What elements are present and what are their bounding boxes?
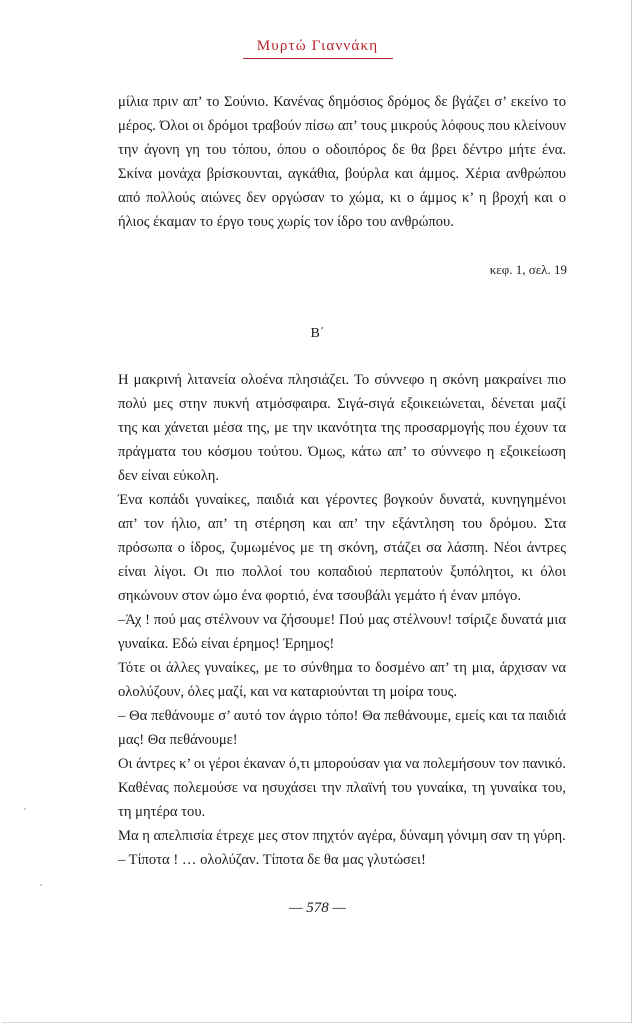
body-paragraph: Ένα κοπάδι γυναίκες, παιδιά και γέροντες βογκούν δυνατά, κυνηγημένοι απ’ τον ήλιο, απ’ τη στέρηση και απ’ την εξάντληση του δρόμου. Στα πρόσωπα ο ίδρος, ζυμωμένος με τη σκόνη, στάζει σα λάσπη. Νέοι άντρες είναι λίγοι. Οι πιο πολλοί του κοπαδιού περπατούν ξυπόλητοι, κι όλοι σηκώνουν στον ώμο ένα φορτιό, ένα τσουβάλι γεμάτο ή έναν μπόγο. bbox=[118, 492, 566, 604]
header-underline bbox=[243, 58, 393, 59]
section-marker: Β΄ bbox=[310, 326, 325, 341]
dialogue-line: –Άχ ! πού μας στέλνουν να ζήσουμε! Πού μας στέλνουν! τσίριζε δυνατά μια γυναίκα. Εδώ είναι έρημος! Έρημος! bbox=[118, 612, 566, 652]
body-paragraph: Οι άντρες κ’ οι γέροι έκαναν ό,τι μπορούσαν για να πολεμήσουν τον πανικό. Καθένας πολεμούσε να ησυχάσει την πλαϊνή του γυναίκα, τη γυναίκα του, τη μητέρα του. bbox=[118, 756, 566, 820]
chapter-citation: κεφ. 1, σελ. 19 bbox=[489, 262, 567, 277]
dialogue-line: – Θα πεθάνουμε σ’ αυτό τον άγριο τόπο! Θα πεθάνουμε, εμείς και τα παιδιά μας! Θα πεθάνουμε! bbox=[118, 708, 566, 748]
scan-speck bbox=[24, 808, 26, 810]
body-paragraph: Μα η απελπισία έτρεχε μες στον πηχτόν αγέρα, δύναμη γόνιμη σαν τη γύρη. bbox=[118, 828, 566, 844]
dialogue-line: – Τίποτα ! … ολολύζαν. Τίποτα δε θα μας γλυτώσει! bbox=[118, 852, 426, 868]
body-paragraph: Η μακρινή λιτανεία ολοένα πλησιάζει. Το σύννεφο η σκόνη μακραίνει πιο πολύ μες στην πυκνή ατμόσφαιρα. Σιγά-σιγά εξοικειώνεται, δένεται μαζί της και χάνεται μέσα της, με την ικανότητα της προσαρμογής που έχουν τα πράγματα του κόσμου τούτου. Όμως, κάτω απ’ το σύννεφο η εξοικείωση δεν είναι εύκολη. bbox=[118, 372, 566, 484]
section-body bbox=[118, 368, 566, 872]
excerpt-block bbox=[118, 90, 566, 234]
running-header bbox=[0, 38, 635, 59]
page-number: — 578 — bbox=[289, 900, 346, 916]
body-paragraph: Τότε οι άλλες γυναίκες, με το σύνθημα το δοσμένο απ’ τη μια, άρχισαν να ολολύζουν, όλες μαζί, και να καταριούνται τη μοίρα τους. bbox=[118, 660, 566, 700]
running-title: Μυρτώ Γιαννάκη bbox=[256, 38, 379, 54]
scan-speck bbox=[40, 884, 42, 886]
excerpt-paragraph: μίλια πριν απ’ το Σούνιο. Κανένας δημόσιος δρόμος δε βγάζει σ’ εκείνο το μέρος. Όλοι οι δρόμοι τραβούν πίσω απ’ τους μικρούς λόφους που κλείνουν την άγονη γη του τόπου, όπου ο οδοιπόρος δε θα βρει δέντρο μήτε ένα. Σκίνα μονάχα βρίσκουνται, αγκάθια, βούρλα και άμμος. Χέρια ανθρώπου από πολλούς αιώνες δεν οργώσαν το χώμα, κι ο άμμος κ’ η βροχή και ο ήλιος έκαμαν το έργο τους χωρίς τον ίδρο του ανθρώπου. bbox=[118, 94, 566, 230]
